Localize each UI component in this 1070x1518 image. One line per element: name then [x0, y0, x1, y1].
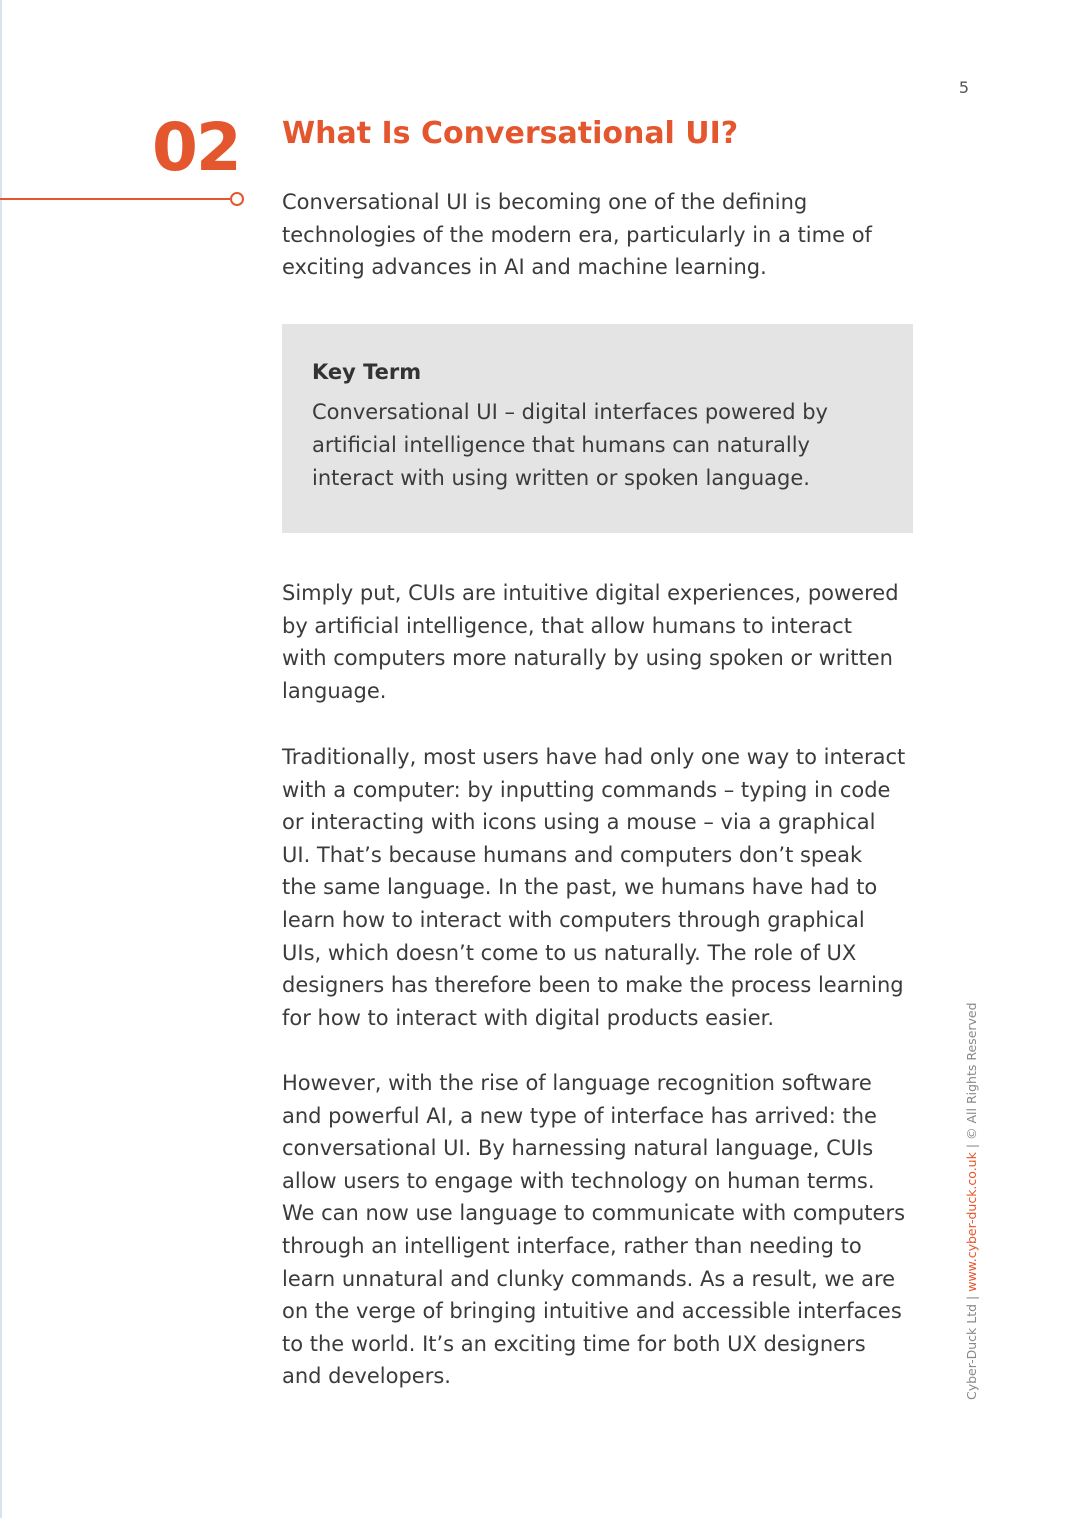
footer-company: Cyber-Duck Ltd: [964, 1303, 979, 1400]
side-footer: [962, 940, 982, 1400]
page-left-edge: [0, 0, 2, 1518]
footer-rights: © All Rights Reserved: [964, 1002, 979, 1140]
section-title: What Is Conversational UI?: [282, 116, 739, 151]
key-term-label: Key Term: [312, 360, 422, 384]
chapter-rule-dot: [230, 192, 244, 206]
body-paragraph-3: However, with the rise of language recognition software and powerful AI, a new type of interface has arrived: the conversational UI. By harnessing natural language, CUIs allow users to engage with technology on human terms. We can now use language to communicate with computers through an intelligent interface, rather than needing to learn unnatural and clunky commands. As a result, we are on the verge of bringing intuitive and accessible interfaces to the world. It’s an exciting time for both UX designers and developers.: [282, 1071, 906, 1389]
page-number: 5: [958, 78, 970, 97]
footer-separator: |: [964, 1291, 979, 1304]
body-paragraph-2: Traditionally, most users have had only one way to interact with a computer: by inputting commands – typing in code or interacting with icons using a mouse – via a graphical UI. That’s because humans and computers don’t speak the same language. In the past, we humans have had to learn how to interact with computers through graphical UIs, which doesn’t come to us naturally. The role of UX designers has therefore been to make the process learning for how to interact with digital products easier.: [282, 745, 906, 1030]
footer-website-link[interactable]: www.cyber-duck.co.uk: [964, 1152, 979, 1292]
chapter-number: 02: [152, 109, 240, 186]
body-paragraph-1: Simply put, CUIs are intuitive digital experiences, powered by artificial intelligence, that allow humans to interact with computers more naturally by using spoken or written language.: [282, 581, 899, 703]
chapter-rule-line: [0, 198, 230, 200]
footer-separator: |: [964, 1139, 979, 1153]
intro-paragraph: Conversational UI is becoming one of the defining technologies of the modern era, particularly in a time of exciting advances in AI and machine learning.: [282, 190, 872, 280]
key-term-definition: Conversational UI – digital interfaces powered by artificial intelligence that humans can naturally interact with using written or spoken language.: [312, 400, 828, 490]
